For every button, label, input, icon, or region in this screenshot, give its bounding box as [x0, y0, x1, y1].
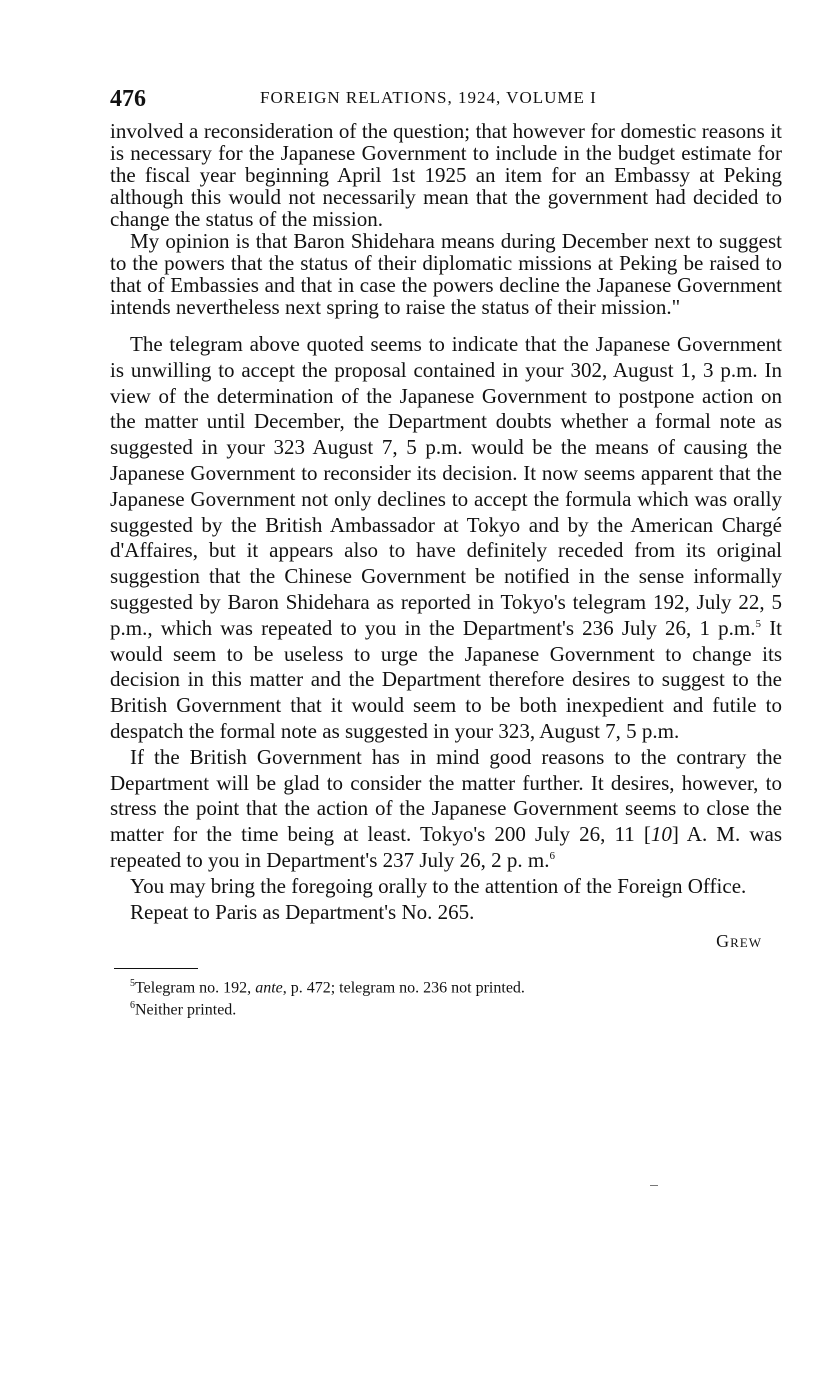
- page-number: 476: [110, 86, 146, 112]
- quoted-telegram: [110, 120, 782, 318]
- footnote-6: [110, 997, 782, 1018]
- body-paragraph-2-text: If the British Government has in mind good reasons to the contrary the Department will be glad to consider the matter further. It desires, however, to stress the point that the action of the Japanese Government seems to close the matter for the time being at least. Tokyo's 200 July 26, 11 [: [110, 744, 782, 847]
- footnote-divider: [114, 968, 198, 969]
- body-paragraph-2-end: ] A. M. was repeated to you in Department's 237 July 26, 2 p. m.: [110, 822, 782, 872]
- footnote-5-mark: 5: [130, 978, 135, 990]
- bracketed-correction: 10: [650, 822, 672, 847]
- footnote-ref-5: 5: [755, 617, 761, 630]
- body-paragraph-1-continuation: It would seem to be useless to urge the Japanese Government to change its decision in this matter and the Department therefore desires to suggest to the British Government that it would seem to be both inexpedient and futile to despatch the formal note as suggested in your 323, August 7, 5 p.m.: [110, 615, 783, 743]
- body-paragraph-4: Repeat to Paris as Department's No. 265.: [130, 899, 475, 924]
- quoted-paragraph-2: My opinion is that Baron Shidehara means during December next to suggest to the powers that the status of their diplomatic missions at Peking be raised to that of Embassies and that in case the powers decline the Japanese Government intends nevertheless next spring to raise the status of their mission.": [110, 229, 782, 319]
- footnote-5-text-b: , p. 472; telegram no. 236 not printed.: [282, 979, 525, 997]
- running-head: [110, 86, 782, 120]
- document-page: [110, 86, 782, 1018]
- section-gap: [110, 318, 782, 332]
- running-title: FOREIGN RELATIONS, 1924, VOLUME I: [260, 88, 597, 107]
- footnote-6-text: Neither printed.: [135, 1000, 237, 1018]
- stray-mark: [650, 1185, 658, 1186]
- footnote-5-text-a: Telegram no. 192,: [135, 979, 256, 997]
- footnote-6-mark: 6: [130, 999, 135, 1011]
- footnote-5: [110, 975, 782, 996]
- body-paragraph-1: [110, 332, 782, 745]
- quoted-paragraph-1: involved a reconsideration of the question; that however for domestic reasons it is necessary for the Japanese Government to include in the budget estimate for the fiscal year beginning April 1st 1925 an item for an Embassy at Peking although this would not necessarily mean that the government had decided to change the status of the mission.: [110, 119, 782, 231]
- body-paragraph-3: You may bring the foregoing orally to the attention of the Foreign Office.: [130, 873, 747, 898]
- body-paragraph-2: [110, 745, 782, 874]
- body-paragraph-1-text: The telegram above quoted seems to indicate that the Japanese Government is unwilling to accept the proposal contained in your 302, August 1, 3 p.m. In view of the determination of the Japanese Government to postpone action on the matter until December, the Department doubts whether a formal note as suggested in your 323 August 7, 5 p.m. would be the means of causing the Japanese Government to reconsider its decision. It now seems apparent that the Japanese Government not only declines to accept the formula which was orally suggested by the British Ambassador at Tokyo and by the American Chargé d'Affaires, but it appears also to have definitely receded from its original suggestion that the Chinese Government be notified in the sense informally suggested by Baron Shidehara as reported in Tokyo's telegram 192, July 22, 5 p.m., which was repeated to you in the Department's 236 July 26, 1 p.m.: [110, 332, 782, 640]
- footnote-5-ante: ante: [255, 979, 283, 997]
- footnote-ref-6: 6: [549, 849, 555, 862]
- signature: Grew: [716, 931, 762, 952]
